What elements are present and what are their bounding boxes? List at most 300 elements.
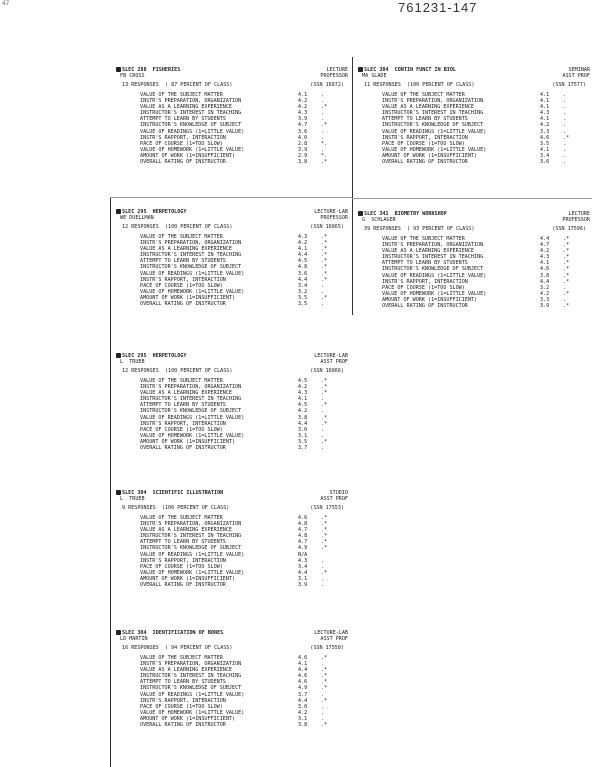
course-title: SLEC 304 IDENTIFICATION OF BONES	[122, 630, 224, 636]
rating-label: INSTRUCTOR'S INTEREST IN TEACHING	[140, 673, 242, 680]
rating-row	[358, 303, 590, 309]
rating-marker: .	[321, 582, 325, 589]
instructor-name: FB CROSS	[120, 73, 145, 79]
rating-label: INSTRUCTOR'S KNOWLEDGE OF SUBJECT	[140, 264, 242, 271]
bullet-marker	[116, 209, 121, 214]
rating-score: 4.1	[540, 146, 550, 153]
rating-score: 4.7	[298, 539, 308, 546]
rating-score: 4.1	[298, 246, 308, 253]
rating-score: 4.4	[298, 276, 308, 283]
rating-label: VALUE OF HOMEWORK (1=LITTLE VALUE)	[140, 146, 245, 153]
course-title: SLEC 295 HERPETOLOGY	[122, 353, 187, 359]
rating-marker: .	[321, 110, 325, 117]
rating-marker: .*	[321, 122, 328, 129]
rating-label: VALUE OF HOMEWORK (1=LITTLE VALUE)	[140, 432, 245, 439]
rating-score: 4.3	[298, 557, 308, 564]
rating-marker: .*	[321, 697, 328, 704]
instructor-name: MA SLADE	[362, 73, 387, 79]
rating-label: VALUE AS A LEARNING EXPERIENCE	[382, 248, 475, 255]
course-evaluation	[116, 353, 348, 451]
rating-marker: .	[563, 110, 567, 117]
rating-score: 3.1	[298, 715, 308, 722]
rating-marker: .	[563, 128, 567, 135]
course-type: LECTURE-LAB	[314, 630, 348, 636]
rating-marker: .*	[563, 266, 570, 273]
course-evaluation	[116, 67, 348, 165]
rating-marker: .	[321, 408, 325, 415]
rating-score: 4.1	[540, 98, 550, 105]
rating-score: 2.8	[298, 140, 308, 147]
rating-row	[358, 159, 590, 165]
rating-marker: .	[321, 715, 325, 722]
rating-marker: .*	[321, 104, 328, 111]
rating-label: INSTR'S RAPPORT, INTERACTION	[140, 276, 226, 283]
rating-marker: .*	[321, 240, 328, 247]
rating-score: 4.4	[540, 236, 550, 242]
rating-row	[116, 301, 348, 307]
rating-score: 4.3	[298, 110, 308, 117]
rating-score: 4.3	[540, 110, 550, 117]
rating-score: 4.0	[298, 134, 308, 141]
rating-marker: .	[563, 122, 567, 129]
instructor-name: L TRUEB	[120, 359, 145, 365]
rating-row	[116, 722, 348, 728]
rating-score: 3.0	[298, 426, 308, 433]
rating-marker: .	[321, 92, 325, 98]
rating-marker: .	[321, 134, 325, 141]
rating-score: 3.9	[298, 116, 308, 123]
rating-marker: .*	[321, 294, 328, 301]
rating-marker: .*	[321, 252, 328, 259]
rating-score: 4.8	[298, 264, 308, 271]
rating-marker: .	[321, 301, 325, 308]
rating-score: 4.8	[298, 521, 308, 528]
course-type: LECTURE	[568, 211, 590, 217]
rating-score: 4.2	[298, 98, 308, 105]
rating-score: 4.4	[540, 278, 550, 285]
rating-score: 4.2	[298, 408, 308, 415]
rating-score: 4.8	[298, 533, 308, 540]
rating-marker: .*	[321, 539, 328, 546]
rating-marker: .*	[321, 384, 328, 391]
rating-score: 4.5	[298, 402, 308, 409]
rating-marker: .*	[321, 276, 328, 283]
rating-score: 4.9	[298, 685, 308, 692]
rating-list	[116, 234, 348, 307]
rating-marker: .*	[321, 667, 328, 674]
rating-score: 4.6	[298, 655, 308, 661]
rating-score: 4.7	[298, 527, 308, 534]
rating-marker: .	[563, 146, 567, 153]
rating-score: 3.8	[298, 414, 308, 421]
rating-label: VALUE OF READINGS (1=LITTLE VALUE)	[140, 691, 245, 698]
rating-label: AMOUNT OF WORK (1=INSUFFICIENT)	[140, 294, 236, 301]
rating-label: INSTRUCTOR'S INTEREST IN TEACHING	[382, 110, 484, 117]
rating-score: 3.4	[298, 563, 308, 570]
rating-score: 3.8	[298, 159, 308, 166]
rating-score: 4.2	[540, 248, 550, 255]
rating-marker: .	[321, 703, 325, 710]
rating-score: 4.1	[540, 260, 550, 267]
rating-label: INSTR'S PREPARATION, ORGANIZATION	[382, 242, 484, 249]
bullet-marker	[116, 67, 121, 72]
rating-label: INSTRUCTOR'S KNOWLEDGE OF SUBJECT	[382, 122, 484, 129]
rating-marker: .*	[321, 533, 328, 540]
rating-label: INSTR'S RAPPORT, INTERACTION	[140, 697, 226, 704]
course-evaluation	[116, 490, 348, 588]
rating-score: 4.6	[540, 266, 550, 273]
rating-label: ATTEMPT TO LEARN BY STUDENTS	[382, 116, 468, 123]
rating-marker: .*	[321, 258, 328, 265]
rating-marker: .*	[321, 234, 328, 240]
rating-label: INSTR'S PREPARATION, ORGANIZATION	[140, 521, 242, 528]
rating-label: PACE OF COURSE (1=TOO SLOW)	[382, 140, 465, 147]
rating-score: 4.1	[298, 661, 308, 668]
rating-score: 4.1	[298, 92, 308, 98]
ssn-number: (SSN 17596)	[552, 226, 586, 232]
rating-marker: .*	[563, 272, 570, 279]
bullet-marker	[116, 630, 121, 635]
rating-score: 3.8	[298, 722, 308, 729]
rating-marker: .	[321, 116, 325, 123]
rating-score: 4.7	[540, 242, 550, 249]
rating-label: VALUE AS A LEARNING EXPERIENCE	[382, 104, 475, 111]
rating-label: INSTR'S RAPPORT, INTERACTION	[382, 278, 468, 285]
instructor-rank: ASST PROF	[562, 73, 590, 79]
response-count: 12 RESPONSES (100 PERCENT OF CLASS)	[122, 224, 233, 230]
rating-marker: .*	[321, 515, 328, 521]
rating-marker: .*	[563, 236, 570, 242]
rating-score: 4.4	[298, 569, 308, 576]
rating-label: INSTR'S RAPPORT, INTERACTION	[140, 134, 226, 141]
rating-score: 3.2	[540, 284, 550, 291]
rating-label: OVERALL RATING OF INSTRUCTOR	[382, 303, 468, 310]
rating-marker: .	[321, 563, 325, 570]
rating-marker: .*	[563, 290, 570, 297]
course-evaluation	[116, 630, 348, 728]
ssn-number: (SSN 17553)	[310, 505, 344, 511]
rating-score: 4.2	[298, 384, 308, 391]
rating-score: 3.3	[540, 128, 550, 135]
rating-list	[358, 92, 590, 165]
rating-label: OVERALL RATING OF INSTRUCTOR	[140, 445, 226, 452]
rating-label: ATTEMPT TO LEARN BY STUDENTS	[140, 539, 226, 546]
rating-label: VALUE OF HOMEWORK (1=LITTLE VALUE)	[382, 146, 487, 153]
course-title: SLEC 295 HERPETOLOGY	[122, 209, 187, 215]
rating-label: INSTR'S RAPPORT, INTERACTION	[140, 420, 226, 427]
document-number: 761231-147	[398, 0, 478, 15]
rating-score: 4.4	[298, 667, 308, 674]
rating-marker: .*	[563, 248, 570, 255]
rating-label: VALUE OF READINGS (1=LITTLE VALUE)	[140, 270, 245, 277]
rating-label: VALUE OF THE SUBJECT MATTER	[140, 655, 223, 661]
rating-label: VALUE OF READINGS (1=LITTLE VALUE)	[140, 551, 245, 558]
rating-list	[116, 378, 348, 451]
rating-label: PACE OF COURSE (1=TOO SLOW)	[382, 284, 465, 291]
instructor-rank: PROFESSOR	[320, 215, 348, 221]
section-divider	[110, 197, 352, 198]
course-title: SLEC 304 SCIENTIFIC ILLUSTRATION	[122, 490, 224, 496]
rating-marker: .*	[563, 242, 570, 249]
rating-label: VALUE OF READINGS (1=LITTLE VALUE)	[140, 128, 245, 135]
rating-score: 3.5	[298, 438, 308, 445]
rating-score: 4.3	[298, 234, 308, 240]
rating-label: VALUE OF THE SUBJECT MATTER	[140, 234, 223, 240]
course-title: SLEC 288 FISHERIES	[122, 67, 181, 73]
course-title: SLEC 341 BIOMETRY WORKSHOP	[364, 211, 447, 217]
rating-label: VALUE OF THE SUBJECT MATTER	[140, 378, 223, 384]
rating-score: 3.0	[298, 703, 308, 710]
rating-marker: .*	[321, 521, 328, 528]
rating-marker: .*	[321, 390, 328, 397]
rating-label: INSTRUCTOR'S INTEREST IN TEACHING	[140, 533, 242, 540]
rating-marker: .*	[321, 569, 328, 576]
rating-score: 4.6	[298, 515, 308, 521]
rating-label: INSTR'S PREPARATION, ORGANIZATION	[382, 98, 484, 105]
rating-marker: .	[563, 104, 567, 111]
rating-label: INSTR'S RAPPORT, INTERACTION	[382, 134, 468, 141]
rating-label: INSTR'S PREPARATION, ORGANIZATION	[140, 661, 242, 668]
rating-score: 4.6	[298, 673, 308, 680]
rating-label: OVERALL RATING OF INSTRUCTOR	[382, 159, 468, 166]
rating-score: 4.7	[298, 122, 308, 129]
rating-label: PACE OF COURSE (1=TOO SLOW)	[140, 563, 223, 570]
rating-label: VALUE OF HOMEWORK (1=LITTLE VALUE)	[140, 288, 245, 295]
rating-marker: .*	[321, 270, 328, 277]
rating-label: INSTRUCTOR'S KNOWLEDGE OF SUBJECT	[140, 408, 242, 415]
rating-score: 3.1	[298, 575, 308, 582]
response-count: 39 RESPONSES ( 93 PERCENT OF CLASS)	[364, 226, 475, 232]
rating-list	[116, 92, 348, 165]
rating-label: VALUE AS A LEARNING EXPERIENCE	[140, 667, 233, 674]
rating-label: INSTRUCTOR'S INTEREST IN TEACHING	[140, 396, 242, 403]
rating-score: 3.9	[298, 582, 308, 589]
course-type: SEMINAR	[568, 67, 590, 73]
course-type: STUDIO	[329, 490, 348, 496]
rating-label: ATTEMPT TO LEARN BY STUDENTS	[140, 116, 226, 123]
rating-marker: .*	[563, 260, 570, 267]
rating-marker: *.	[321, 140, 328, 147]
response-count: 9 RESPONSES (100 PERCENT OF CLASS)	[122, 505, 230, 511]
rating-score: 4.6	[540, 134, 550, 141]
rating-marker: .	[563, 92, 567, 98]
rating-marker: .	[321, 288, 325, 295]
instructor-rank: PROFESSOR	[562, 217, 590, 223]
rating-marker: .*	[563, 303, 570, 310]
rating-marker: .*	[321, 673, 328, 680]
rating-label: OVERALL RATING OF INSTRUCTOR	[140, 159, 226, 166]
rating-marker: .	[321, 426, 325, 433]
rating-score: 4.4	[298, 420, 308, 427]
rating-marker: .*	[321, 402, 328, 409]
rating-score: 4.9	[298, 545, 308, 552]
rating-label: VALUE AS A LEARNING EXPERIENCE	[140, 104, 233, 111]
rating-marker: .*	[321, 246, 328, 253]
rating-score: 4.2	[298, 240, 308, 247]
rating-list	[358, 236, 590, 309]
rating-label: INSTRUCTOR'S KNOWLEDGE OF SUBJECT	[140, 685, 242, 692]
rating-marker: .*	[321, 438, 328, 445]
rating-score: 3.7	[298, 691, 308, 698]
rating-label: VALUE OF READINGS (1=LITTLE VALUE)	[382, 272, 487, 279]
rating-marker: .*	[321, 655, 328, 661]
rating-label: INSTRUCTOR'S KNOWLEDGE OF SUBJECT	[382, 266, 484, 273]
course-type: LECTURE	[326, 67, 348, 73]
rating-marker: .*	[321, 679, 328, 686]
rating-score: 4.3	[298, 390, 308, 397]
rating-label: VALUE AS A LEARNING EXPERIENCE	[140, 390, 233, 397]
response-count: 16 RESPONSES ( 94 PERCENT OF CLASS)	[122, 645, 233, 651]
course-evaluation	[358, 67, 590, 165]
rating-score: 4.3	[540, 254, 550, 261]
rating-score: 4.2	[540, 122, 550, 129]
rating-score: 3.9	[540, 303, 550, 310]
rating-label: ATTEMPT TO LEARN BY STUDENTS	[140, 679, 226, 686]
rating-label: PACE OF COURSE (1=TOO SLOW)	[140, 426, 223, 433]
rating-label: PACE OF COURSE (1=TOO SLOW)	[140, 703, 223, 710]
rating-score: 4.5	[298, 378, 308, 384]
rating-label: INSTR'S RAPPORT, INTERACTION	[140, 557, 226, 564]
ssn-number: (SSN 16865)	[310, 224, 344, 230]
rating-score: 3.5	[298, 294, 308, 301]
column-divider	[352, 57, 353, 315]
rating-score: 4.1	[540, 104, 550, 111]
rating-list	[116, 515, 348, 588]
ssn-number: (SSN 16866)	[310, 368, 344, 374]
section-divider	[352, 198, 592, 199]
instructor-name: WE DUELLMAN	[120, 215, 154, 221]
rating-score: 3.8	[540, 272, 550, 279]
response-count: 13 RESPONSES ( 87 PERCENT OF CLASS)	[122, 82, 233, 88]
rating-label: PACE OF COURSE (1=TOO SLOW)	[140, 282, 223, 289]
rating-label: INSTR'S PREPARATION, ORGANIZATION	[140, 240, 242, 247]
rating-marker: .	[563, 296, 567, 303]
instructor-name: G SCHLAGER	[362, 217, 396, 223]
rating-marker: .	[563, 284, 567, 291]
instructor-name: LD MARTIN	[120, 636, 148, 642]
rating-marker: .*	[563, 254, 570, 261]
rating-score: 4.1	[540, 92, 550, 98]
rating-label: INSTRUCTOR'S INTEREST IN TEACHING	[382, 254, 484, 261]
rating-marker: .	[321, 432, 325, 439]
course-evaluation	[358, 211, 590, 309]
course-type: LECTURE-LAB	[314, 209, 348, 215]
rating-label: VALUE OF HOMEWORK (1=LITTLE VALUE)	[140, 569, 245, 576]
course-evaluation	[116, 209, 348, 307]
rating-label: AMOUNT OF WORK (1=INSUFFICIENT)	[382, 296, 478, 303]
rating-label: INSTRUCTOR'S KNOWLEDGE OF SUBJECT	[140, 545, 242, 552]
rating-label: VALUE AS A LEARNING EXPERIENCE	[140, 527, 233, 534]
rating-label: OVERALL RATING OF INSTRUCTOR	[140, 722, 226, 729]
bullet-marker	[358, 67, 363, 72]
bullet-marker	[358, 211, 363, 216]
corner-mark: 47	[2, 0, 10, 7]
rating-marker: .	[321, 146, 325, 153]
rating-marker: .	[321, 709, 325, 716]
rating-label: INSTRUCTOR'S INTEREST IN TEACHING	[140, 252, 242, 259]
rating-marker: .	[321, 445, 325, 452]
rating-marker: .	[321, 691, 325, 698]
rating-marker: .	[321, 98, 325, 105]
rating-label: AMOUNT OF WORK (1=INSUFFICIENT)	[140, 575, 236, 582]
ssn-number: (SSN 17558)	[310, 645, 344, 651]
rating-score: 3.6	[298, 270, 308, 277]
rating-score: 4.5	[298, 258, 308, 265]
rating-score: 3.1	[298, 432, 308, 439]
rating-score: 4.6	[298, 679, 308, 686]
rating-label: VALUE OF THE SUBJECT MATTER	[382, 92, 465, 98]
left-border	[110, 198, 111, 767]
rating-marker: .*	[563, 134, 570, 141]
rating-label: VALUE OF THE SUBJECT MATTER	[382, 236, 465, 242]
rating-label: VALUE OF HOMEWORK (1=LITTLE VALUE)	[140, 709, 245, 716]
rating-marker: .	[563, 116, 567, 123]
course-title: SLEC 304 CONTIN FUNCT IN BIOL	[364, 67, 457, 73]
ssn-number: (SSN 17577)	[552, 82, 586, 88]
rating-marker: .	[321, 396, 325, 403]
rating-score: 4.1	[540, 116, 550, 123]
rating-score: 3.5	[540, 140, 550, 147]
rating-marker: .	[563, 152, 567, 159]
bullet-marker	[116, 353, 121, 358]
rating-label: AMOUNT OF WORK (1=INSUFFICIENT)	[140, 438, 236, 445]
rating-score: 4.2	[540, 290, 550, 297]
rating-label: AMOUNT OF WORK (1=INSUFFICIENT)	[140, 715, 236, 722]
rating-score: 3.6	[298, 128, 308, 135]
rating-label: VALUE OF THE SUBJECT MATTER	[140, 92, 223, 98]
rating-label: PACE OF COURSE (1=TOO SLOW)	[140, 140, 223, 147]
instructor-rank: ASST PROF	[320, 496, 348, 502]
rating-score: 4.4	[298, 697, 308, 704]
rating-marker: .*	[321, 722, 328, 729]
rating-marker: .*	[321, 545, 328, 552]
rating-marker: .*	[321, 420, 328, 427]
response-count: 12 RESPONSES (100 PERCENT OF CLASS)	[122, 368, 233, 374]
ssn-number: (SSN 16872)	[310, 82, 344, 88]
rating-marker: .	[321, 282, 325, 289]
rating-label: VALUE OF READINGS (1=LITTLE VALUE)	[382, 128, 487, 135]
rating-label: ATTEMPT TO LEARN BY STUDENTS	[140, 402, 226, 409]
rating-score: 3.4	[540, 152, 550, 159]
instructor-rank: ASST PROF	[320, 636, 348, 642]
rating-row	[116, 159, 348, 165]
rating-marker: .*	[321, 159, 328, 166]
rating-marker: .	[321, 661, 325, 668]
rating-label: AMOUNT OF WORK (1=INSUFFICIENT)	[382, 152, 478, 159]
rating-marker: .*	[321, 414, 328, 421]
bullet-marker	[116, 490, 121, 495]
rating-row	[116, 582, 348, 588]
rating-label: VALUE OF HOMEWORK (1=LITTLE VALUE)	[382, 290, 487, 297]
rating-score: 3.6	[540, 159, 550, 166]
rating-score: 3.4	[298, 282, 308, 289]
rating-label: OVERALL RATING OF INSTRUCTOR	[140, 582, 226, 589]
rating-label: INSTR'S PREPARATION, ORGANIZATION	[140, 384, 242, 391]
rating-marker: .	[563, 140, 567, 147]
rating-marker: .	[563, 159, 567, 166]
rating-score: 3.3	[540, 296, 550, 303]
rating-label: OVERALL RATING OF INSTRUCTOR	[140, 301, 226, 308]
rating-label: INSTR'S PREPARATION, ORGANIZATION	[140, 98, 242, 105]
rating-marker: .*	[321, 378, 328, 384]
rating-score: 3.5	[298, 301, 308, 308]
rating-marker: .*	[321, 264, 328, 271]
rating-marker: .*	[563, 278, 570, 285]
rating-score: 3.2	[298, 288, 308, 295]
rating-marker: *.	[321, 152, 328, 159]
rating-marker: .	[563, 98, 567, 105]
rating-marker: .	[321, 575, 325, 582]
